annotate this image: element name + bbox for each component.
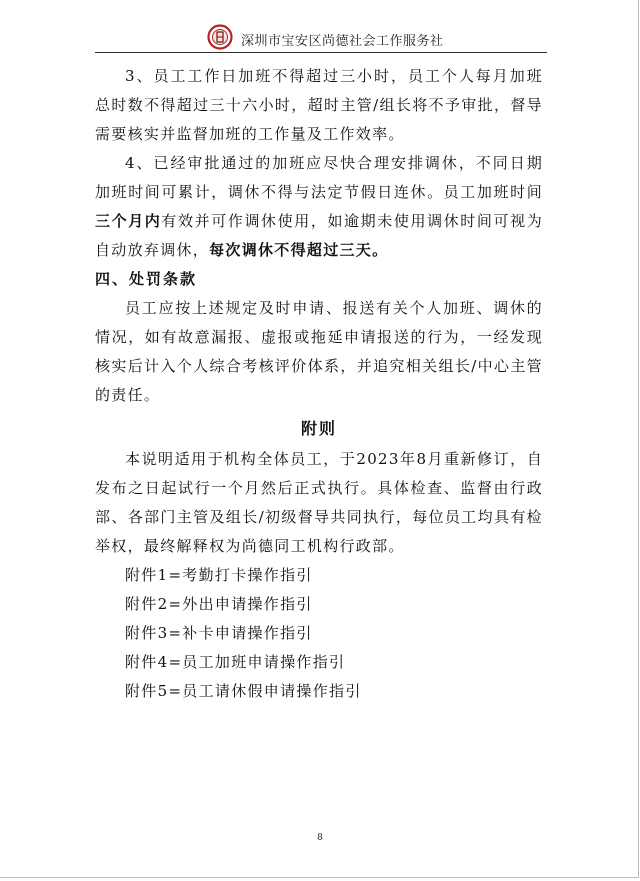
- rule-paragraph-4: [95, 149, 543, 265]
- rule-4-emphasis-limit: 每次调休不得超过三天。: [209, 241, 389, 259]
- rule-4-text-b: 有效并可作调休使用，如逾期未使用调休时间可视为自动放弃调休，: [95, 212, 544, 259]
- attachment-item: 附件2=外出申请操作指引: [125, 595, 313, 613]
- attachment-item: 附件5=员工请休假申请操作指引: [125, 682, 362, 700]
- header-divider: [95, 52, 547, 53]
- rule-4-emphasis-period: 三个月内: [95, 212, 162, 230]
- penalty-paragraph: 员工应按上述规定及时申请、报送有关个人加班、调休的情况，如有故意漏报、虚报或拖延申请报送的行为，一经发现核实后计入个人综合考核评价体系，并追究相关组长/中心主管的责任。: [95, 299, 543, 404]
- attachment-item: 附件1=考勤打卡操作指引: [125, 566, 313, 584]
- document-body: [95, 62, 543, 706]
- appendix-heading: 附则: [300, 419, 337, 438]
- attachment-item: 附件4=员工加班申请操作指引: [125, 653, 346, 671]
- organization-name: 深圳市宝安区尚德社会工作服务社: [241, 34, 444, 49]
- page-number: 8: [317, 833, 323, 843]
- attachment-item: 附件3=补卡申请操作指引: [125, 624, 313, 642]
- sd-seal-logo-icon: [207, 24, 233, 50]
- appendix-paragraph: 本说明适用于机构全体员工，于2023年8月重新修订，自发布之日起试行一个月然后正式执行。具体检查、监督由行政部、各部门主管及组长/初级督导共同执行，每位员工均具有检举权，最终解释权为尚德同工机构行政部。: [95, 450, 543, 555]
- section-heading-penalty: 四、处罚条款: [95, 270, 198, 288]
- rule-paragraph-3: 3、员工工作日加班不得超过三小时，员工个人每月加班总时数不得超过三十六小时，超时主管/组长将不予审批，督导需要核实并监督加班的工作量及工作效率。: [95, 67, 543, 143]
- rule-4-text-a: 4、已经审批通过的加班应尽快合理安排调休，不同日期加班时间可累计，调休不得与法定节假日连休。员工加班时间: [95, 154, 543, 201]
